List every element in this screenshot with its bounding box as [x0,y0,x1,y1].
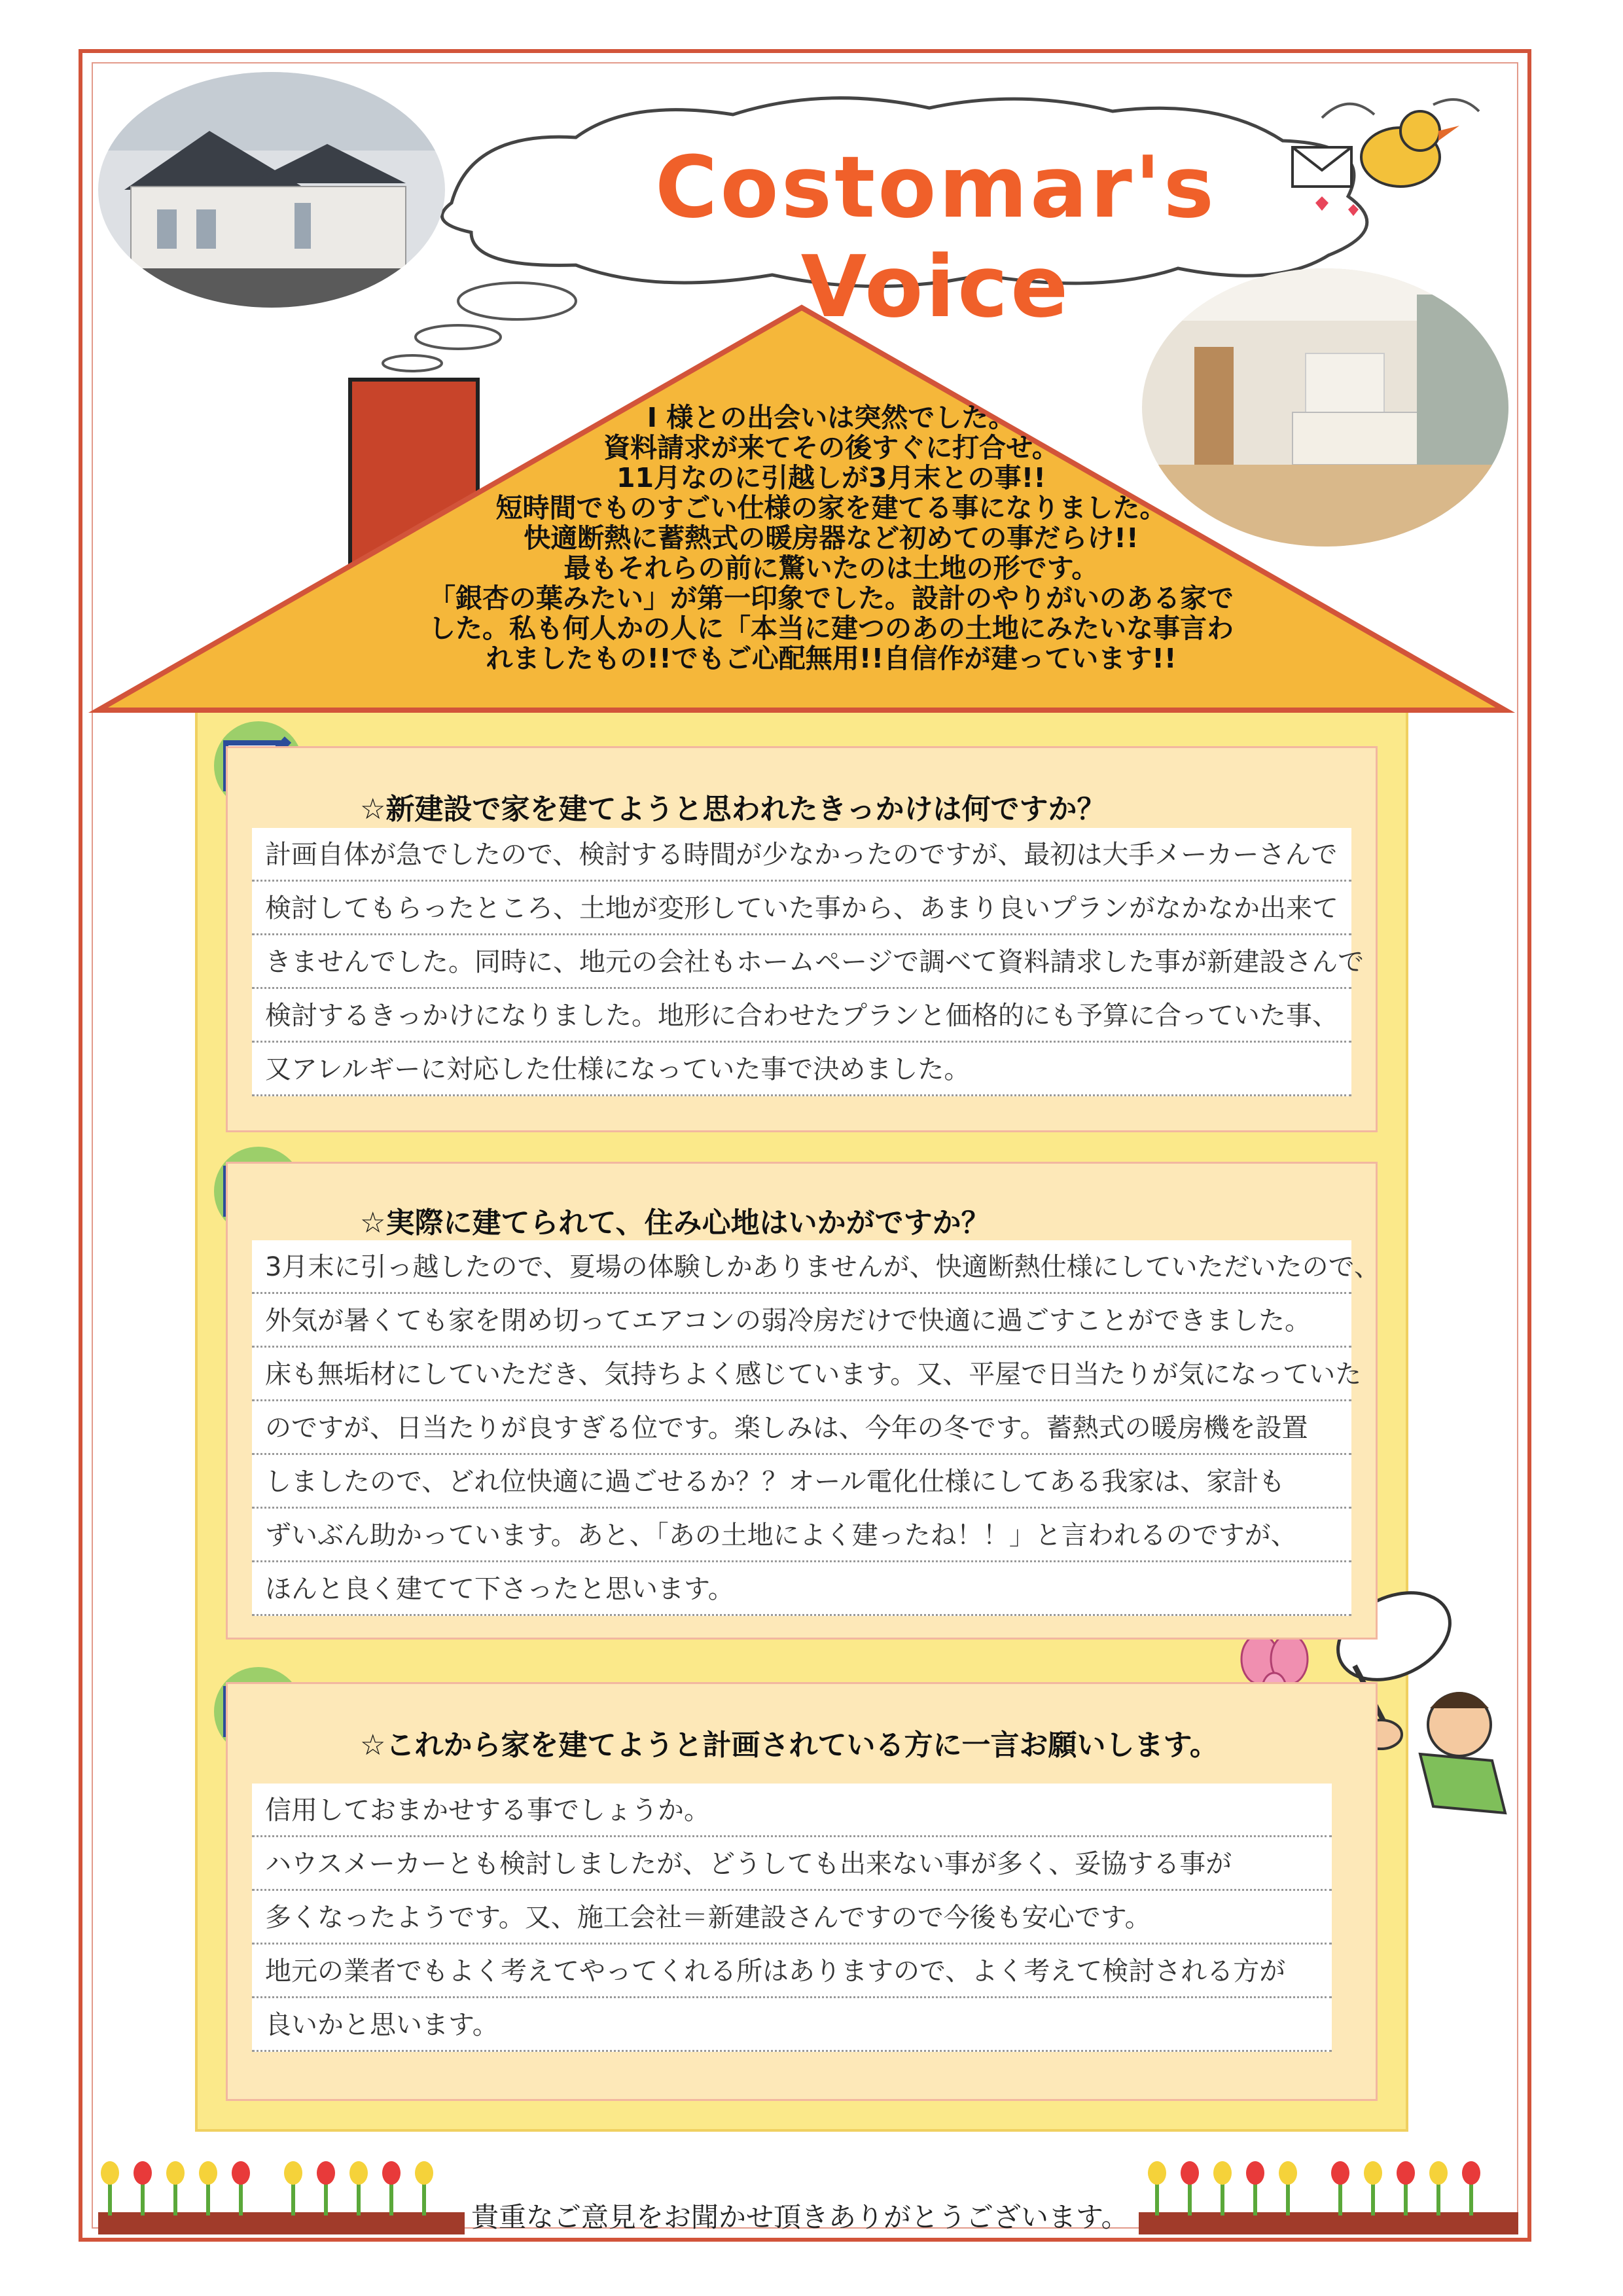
footer-thanks: 貴重なご意見をお聞かせ頂きありがとうございます。 [471,2201,1129,2233]
intro-text [366,403,1296,673]
answer-line: 信用しておまかせする事でしょうか。 [252,1784,1332,1837]
intro-line: 短時間でものすごい仕様の家を建てる事になりました。 [495,492,1167,524]
intro-line: れましたもの!!でもご心配無用!!自信作が建っています!! [486,643,1177,674]
intro-line: 11月なのに引越しが3月末との事!! [616,462,1046,493]
answer-line: のですが、日当たりが良すぎる位です。楽しみは、今年の冬です。蓄熱式の暖房機を設置 [252,1401,1351,1455]
answer-line: 良いかと思います。 [252,1998,1332,2052]
intro-line: 資料請求が来てその後すぐに打合せ。 [603,432,1059,463]
house-exterior-photo [98,72,445,308]
page-title: Costomar's Voice [654,137,1217,336]
answer-block-2 [252,1240,1380,1616]
answer-line: 外気が暑くても家を閉め切ってエアコンの弱冷房だけで快適に過ごすことができました。 [252,1294,1351,1348]
answer-block-1 [252,828,1364,1096]
answer-line: きませんでした。同時に、地元の会社もホームページで調べて資料請求した事が新建設さんで [252,935,1351,989]
answer-line: 検討するきっかけになりました。地形に合わせたプランと価格的にも予算に合っていた事、 [252,989,1351,1043]
tulip-icon [1139,2153,1518,2219]
intro-line: 快適断熱に蓄熱式の暖房器など初めての事だらけ!! [524,522,1139,554]
answer-line: しましたので、どれ位快適に過ごせるか？？オール電化仕様にしてある我家は、家計も [252,1455,1351,1509]
answer-line: 地元の業者でもよく考えてやってくれる所はありますので、よく考えて検討される方が [252,1945,1332,1998]
question-title-2: ☆実際に建てられて、住み心地はいかがですか？ [360,1206,990,1240]
question-title-1: ☆新建設で家を建てようと思われたきっかけは何ですか？ [360,793,1106,826]
answer-line: 多くなったようです。又、施工会社＝新建設さんですので今後も安心です。 [252,1891,1332,1945]
intro-line: 最もそれらの前に驚いたのは土地の形です。 [563,552,1099,584]
answer-line: 3月末に引っ越したので、夏場の体験しかありませんが、快適断熱仕様にしていただいたので、 [252,1240,1351,1294]
answer-line: 検討してもらったところ、土地が変形していた事から、あまり良いプランがなかなか出来て [252,882,1351,935]
answer-line: ハウスメーカーとも検討しましたが、どうしても出来ない事が多く、妥協する事が [252,1837,1332,1891]
answer-block-3 [252,1784,1332,2052]
answer-line: ほんと良く建てて下さったと思います。 [252,1562,1351,1616]
answer-line: 又アレルギーに対応した仕様になっていた事で決めました。 [252,1043,1351,1096]
intro-line: した。私も何人かの人に「本当に建つのあの土地にみたいな事言わ [429,613,1234,644]
intro-line: I 様との出会いは突然でした。 [647,402,1016,433]
tulip-icon [98,2153,465,2219]
answer-line: 床も無垢材にしていただき、気持ちよく感じています。又、平屋で日当たりが気になっていた [252,1348,1351,1401]
intro-line: 「銀杏の葉みたい」が第一印象でした。設計のやりがいのある家で [429,583,1234,614]
answer-line: ずいぶん助かっています。あと、「あの土地によく建ったね！！」と言われるのですが、 [252,1509,1351,1562]
answer-line: 計画自体が急でしたので、検討する時間が少なかったのですが、最初は大手メーカーさんで [252,828,1351,882]
question-title-3: ☆これから家を建てようと計画されている方に一言お願いします。 [360,1729,1219,1762]
